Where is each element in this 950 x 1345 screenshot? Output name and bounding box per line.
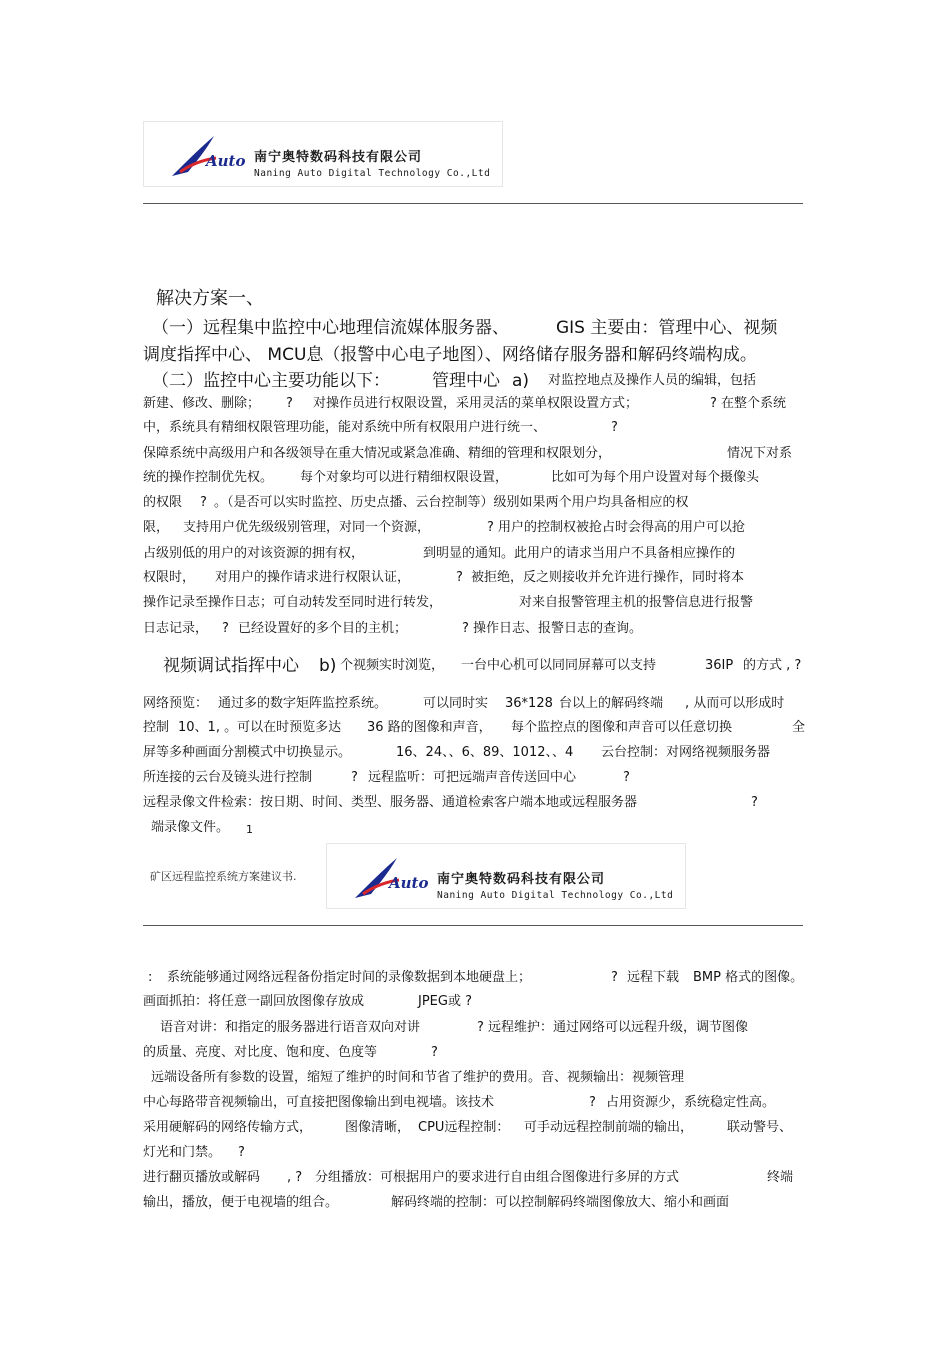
text-line: 。（是否可以实时监控、历史点播、云台控制等）级别如果两个用户均具备相应的权	[214, 495, 689, 510]
text-line: 支持用户优先级级别管理，对同一个资源，	[183, 520, 431, 535]
text-line: 可手动远程控制前端的输出，	[524, 1120, 694, 1135]
text-line: 被拒绝，反之则接收并允许进行操作，同时将本	[471, 570, 745, 585]
page-number: 1	[246, 823, 253, 836]
text-line: ?	[431, 1045, 438, 1060]
text-line: BMP 格式的图像。	[693, 970, 804, 985]
text-line: ? 操作日志、报警日志的查询。	[462, 621, 643, 636]
text-line: 10、1, 。可以在时预览多达	[178, 720, 342, 735]
text-line: ? 用户的控制权被抢占时会得高的用户可以抢	[487, 520, 746, 535]
text-line: CPU远程控制：	[418, 1120, 510, 1135]
text-line: 每个对象均可以进行精细权限设置，	[300, 470, 509, 485]
text-line: 远端设备所有参数的设置，缩短了维护的时间和节省了维护的费用。音、视频输出：视频管理	[151, 1070, 685, 1085]
text-line: 输出，播放，便于电视墙的组合。	[143, 1195, 339, 1210]
text-line: 保障系统中高级用户和各级领导在重大情况或紧急准确、精细的管理和权限划分，	[143, 446, 612, 461]
text-line: ? 远程维护：通过网络可以远程升级，调节图像	[477, 1020, 749, 1035]
text-line: 控制	[143, 720, 170, 735]
text-line: ?	[456, 570, 463, 585]
company-name-cn: 南宁奥特数码科技有限公司	[437, 872, 606, 887]
text-line: 语音对讲：和指定的服务器进行语音双向对讲	[160, 1020, 421, 1035]
text-line: 到明显的通知。此用户的请求当用户不具备相应操作的	[423, 546, 736, 561]
text-line: 占用资源少，系统稳定性高。	[606, 1095, 776, 1110]
company-logo-header	[143, 121, 503, 187]
company-name-en: Naning Auto Digital Technology Co.,Ltd	[437, 890, 674, 901]
text-line: 分组播放：可根据用户的要求进行自由组合图像进行多屏的方式	[315, 1170, 680, 1185]
text-line: b)	[319, 656, 337, 676]
text-line: 的权限	[143, 495, 183, 510]
text-line: 权限时，	[143, 570, 196, 585]
text-line: 灯光和门禁。	[143, 1145, 222, 1160]
text-line: ?	[611, 970, 618, 985]
text-line: 可以同时实	[423, 696, 489, 711]
text-line: 全	[792, 720, 806, 735]
text-line: 中心每路带音视频输出，可直接把图像输出到电视墙。该技术	[143, 1095, 495, 1110]
text-line: 解码终端的控制：可以控制解码终端图像放大、缩小和画面	[391, 1195, 730, 1210]
text-line: （二）监控中心主要功能以下：	[152, 371, 390, 391]
text-line: 限，	[143, 520, 170, 535]
text-line: 对操作员进行权限设置，采用灵活的菜单权限设置方式；	[313, 396, 639, 411]
auto-brand-icon	[349, 854, 429, 904]
text-line: 对用户的操作请求进行权限认证，	[215, 570, 411, 585]
text-line: 36 路的图像和声音，	[367, 720, 492, 735]
svg-text:Auto: Auto	[206, 152, 246, 170]
text-line: 个视频实时浏览，	[340, 658, 445, 673]
text-line: 中，系统具有精细权限管理功能，能对系统中所有权限用户进行统一、	[143, 420, 547, 435]
text-line: 已经设置好的多个目的主机；	[238, 621, 408, 636]
text-line: 对监控地点及操作人员的编辑，包括	[548, 373, 757, 388]
text-line: 端录像文件。	[151, 820, 230, 835]
header-divider	[143, 203, 803, 204]
text-line: 系统能够通过网络远程备份指定时间的录像数据到本地硬盘上；	[167, 970, 532, 985]
text-line: 进行翻页播放或解码	[143, 1170, 261, 1185]
text-line: 图像清晰，	[345, 1120, 411, 1135]
text-line: GIS 主要由：管理中心、视频	[556, 318, 778, 338]
svg-text:Auto: Auto	[389, 874, 429, 892]
text-line: 所连接的云台及镜头进行控制	[143, 770, 313, 785]
text-line: , ?	[287, 1170, 303, 1185]
text-line: （一）远程集中监控中心地理信流媒体服务器、	[152, 318, 509, 338]
text-line: ?	[611, 420, 618, 435]
text-line: 远程下载	[627, 970, 680, 985]
text-line: 36IP	[705, 658, 734, 673]
text-line: 调度指挥中心、 MCU息（报警中心电子地图）、网络储存服务器和解码终端构成。	[143, 345, 757, 365]
text-line: 对来自报警管理主机的报警信息进行报警	[519, 595, 754, 610]
text-line: ?	[286, 396, 293, 411]
auto-brand-icon	[166, 132, 246, 182]
text-line: 网络预览：	[143, 696, 209, 711]
text-line: 采用硬解码的网络传输方式，	[143, 1120, 313, 1135]
text-line: 每个监控点的图像和声音可以任意切换	[511, 720, 733, 735]
text-line: 占级别低的用户的对该资源的拥有权，	[143, 546, 365, 561]
text-line: 日志记录，	[143, 621, 209, 636]
footer-divider	[143, 925, 803, 926]
text-line: 视频调试指挥中心	[163, 656, 299, 676]
text-line: 比如可为每个用户设置对每个摄像头	[551, 470, 760, 485]
company-name-en: Naning Auto Digital Technology Co.,Ltd	[254, 168, 491, 179]
text-line: ?	[589, 1095, 596, 1110]
text-line: :	[148, 970, 153, 985]
company-logo-footer	[326, 843, 686, 909]
document-name: 矿区远程监控系统方案建议书.	[150, 870, 297, 883]
text-line: ?	[222, 621, 229, 636]
text-line: 屏等多种画面分割模式中切换显示。	[143, 745, 352, 760]
text-line: ?	[351, 770, 358, 785]
text-line: 云台控制：对网络视频服务器	[601, 745, 771, 760]
text-line: 终端	[767, 1170, 794, 1185]
text-line: ?	[751, 795, 758, 810]
text-line: 联动警号、	[727, 1120, 793, 1135]
section-title: 解决方案一、	[156, 288, 264, 309]
text-line: 36*128	[505, 696, 553, 711]
text-line: , 从而可以形成时	[685, 696, 785, 711]
text-line: 新建、修改、删除；	[143, 396, 261, 411]
text-line: JPEG或 ?	[418, 994, 472, 1009]
text-line: 管理中心	[432, 371, 500, 391]
text-line: 操作记录至操作日志；可自动转发至同时进行转发，	[143, 595, 443, 610]
text-line: 画面抓拍：将任意一副回放图像存放成	[143, 994, 365, 1009]
text-line: 一台中心机可以同同屏幕可以支持	[461, 658, 657, 673]
text-line: ?	[238, 1145, 245, 1160]
text-line: 16、24、、6、89、1012、、4	[396, 745, 574, 760]
text-line: 远程监听：可把远端声音传送回中心	[368, 770, 577, 785]
text-line: ?	[200, 495, 207, 510]
text-line: ?	[623, 770, 630, 785]
company-name-cn: 南宁奥特数码科技有限公司	[254, 150, 423, 165]
text-line: 远程录像文件检索：按日期、时间、类型、服务器、通道检索客户端本地或远程服务器	[143, 795, 638, 810]
text-line: a)	[512, 371, 530, 391]
text-line: 情况下对系	[727, 446, 793, 461]
text-line: 通过多的数字矩阵监控系统。	[218, 696, 388, 711]
text-line: 的方式 , ?	[743, 658, 802, 673]
text-line: 台以上的解码终端	[559, 696, 664, 711]
text-line: 统的操作控制优先权。	[143, 470, 274, 485]
text-line: 的质量、亮度、对比度、饱和度、色度等	[143, 1045, 378, 1060]
text-line: ? 在整个系统	[710, 396, 787, 411]
